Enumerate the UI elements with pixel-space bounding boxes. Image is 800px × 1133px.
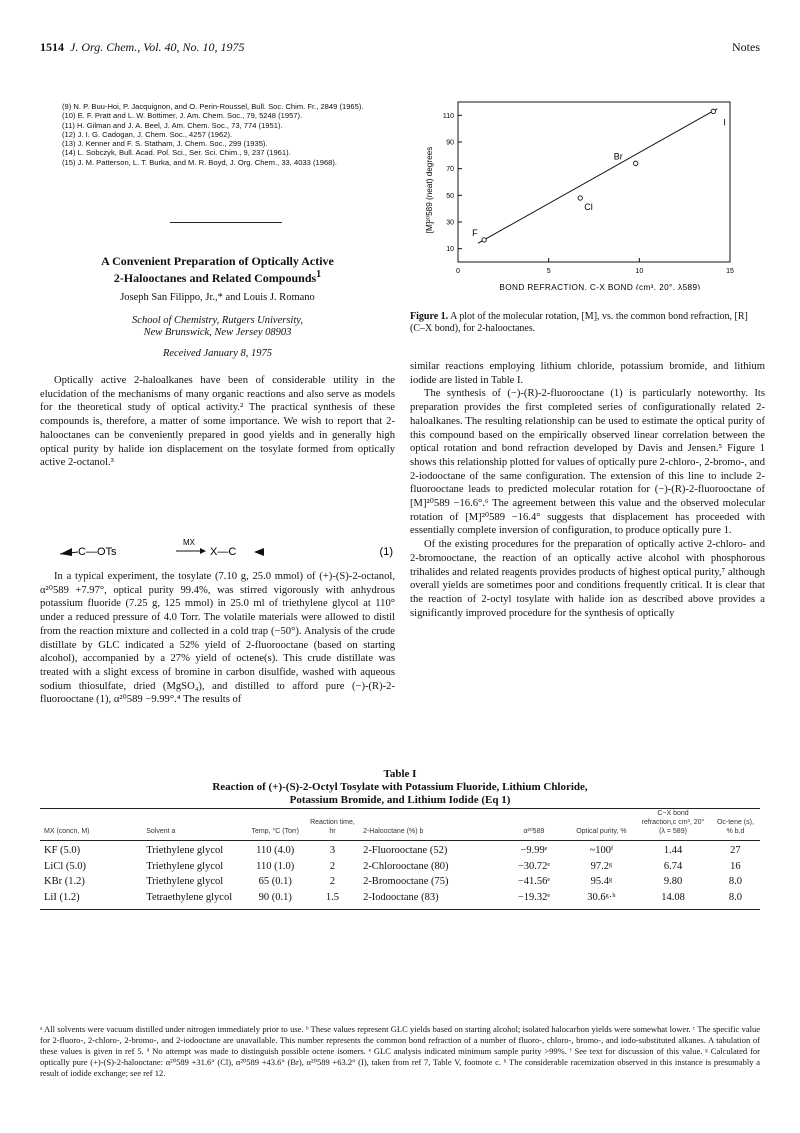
table-cell: 2-Fluorooctane (52) — [363, 845, 448, 856]
table-cell: −30.72ᵉ — [517, 860, 551, 872]
column-header: 2-Halooctane (%) b — [359, 809, 500, 841]
page-number: 1514 — [40, 40, 64, 54]
table-caption-line: Reaction of (+)-(S)-2-Octyl Tosylate with Potassium Fluoride, Lithium Chloride, — [212, 781, 588, 793]
title-footnote-mark: 1 — [316, 269, 322, 280]
x-tick-label: 0 — [456, 268, 460, 275]
column-header: C−X bond refraction,c cm³, 20° (λ = 589) — [635, 809, 711, 841]
article-authors: Joseph San Filippo, Jr.,* and Louis J. Romano — [120, 292, 315, 303]
y-tick-label: 10 — [446, 246, 454, 254]
journal-citation: J. Org. Chem., Vol. 40, No. 10, 1975 — [70, 40, 245, 54]
table-row — [40, 872, 760, 888]
table-cell: −9.99ᵉ — [520, 845, 548, 856]
equation-number: (1) — [379, 546, 393, 558]
column-header: α²⁰589 — [500, 809, 568, 841]
figure-1 — [410, 90, 760, 290]
data-point-label: I — [723, 117, 726, 128]
table-caption-line: Potassium Bromide, and Lithium Iodide (Eq 1) — [289, 794, 511, 806]
reference-item: (12) J. I. G. Cadogan, J. Chem. Soc., 4257 (1962). — [62, 129, 233, 139]
table-cell: 90 (0.1) — [245, 888, 306, 910]
y-tick-label: 90 — [446, 139, 454, 147]
figure-caption — [410, 311, 765, 335]
y-tick-label: 70 — [446, 166, 454, 174]
section-name: Notes — [732, 40, 760, 54]
reaction-arrowhead — [200, 548, 206, 554]
table-cell: KF (5.0) — [44, 845, 81, 856]
table-title — [40, 768, 760, 807]
table-row — [40, 857, 760, 873]
figure-caption-text: A plot of the molecular rotation, [M], vs. the common bond refraction, [R] (C–X bond), for 2-halooctanes. — [410, 311, 748, 334]
y-tick-label: 30 — [446, 219, 454, 227]
table-cell: 110 (1.0) — [256, 860, 295, 872]
table-cell: 2-Bromooctane (75) — [363, 876, 449, 887]
wedge-bond-right — [254, 548, 264, 556]
paragraph-intro: Optically active 2-haloalkanes have been of considerable utility in the elucidation of the mechanisms of many organic reactions and also serve as models for the theoretical study of optical activity.² The practical synthesis of these compounds is, therefore, a matter of some importance. We wish to report that 2-halooctanes can be conveniently prepared in good yields and in generally high optical purity by halide ion displacement on the tosylate formed from optically active 2-octanol.³ — [40, 375, 395, 469]
table-cell: 95.4ᵍ — [590, 876, 613, 887]
affiliation-line1: School of Chemistry, Rutgers University, — [132, 315, 303, 326]
column-header: Oc-tene (s), % b,d — [711, 809, 760, 841]
table-1 — [40, 808, 760, 910]
table-cell: Triethylene glycol — [146, 845, 224, 856]
table-cell: −41.56ᵉ — [517, 876, 551, 887]
data-point-label: Cl — [584, 202, 593, 212]
table-cell: 2-Iodooctane (83) — [359, 888, 500, 910]
table-cell: 16 — [730, 860, 741, 872]
table-cell: 1.5 — [306, 888, 359, 910]
article-affiliation — [40, 315, 395, 339]
table-row — [40, 841, 760, 857]
x-tick-label: 15 — [726, 268, 734, 275]
received-date: Received January 8, 1975 — [162, 348, 273, 359]
table-cell: 8.0 — [728, 876, 742, 887]
x-axis-label: BOND REFRACTION, C-X BOND (cm³, 20°, λ589) — [499, 283, 701, 290]
article-title-line1: A Convenient Preparation of Optically Active — [101, 254, 334, 268]
table-cell: 110 (4.0) — [256, 845, 295, 856]
x-tick-label: 10 — [635, 268, 644, 275]
reaction-equation — [58, 534, 395, 562]
data-point — [578, 196, 582, 200]
reference-item: (9) N. P. Buu-Hoi, P. Jacquignon, and O. Perin-Roussel, Bull. Soc. Chim. Fr., 2849 (1965). — [62, 102, 364, 111]
table-cell: Tetraethylene glycol — [142, 888, 244, 910]
table-cell: 14.08 — [635, 888, 711, 910]
table-cell: 27 — [730, 845, 741, 856]
y-axis-label: [M]²⁰589 (neat) degrees — [425, 146, 434, 234]
reference-item: (13) J. Kenner and F. S. Statham, J. Chem. Soc., 299 (1935). — [62, 139, 268, 149]
y-tick-label: 110 — [442, 112, 454, 120]
column-header: Reaction time, hr — [306, 809, 359, 841]
reference-item: (11) H. Gilman and J. A. Beel, J. Am. Chem. Soc., 73, 774 (1951). — [62, 120, 283, 130]
table-cell: Triethylene glycol — [146, 860, 224, 872]
plot-frame — [458, 102, 730, 262]
table-cell: 8.0 — [711, 888, 760, 910]
wedge-bond-left — [60, 548, 72, 556]
table-cell: 97.2ᵍ — [590, 860, 613, 872]
table-cell: −19.32ᵉ — [500, 888, 568, 910]
paragraph-experiment: In a typical experiment, the tosylate (7.10 g, 25.0 mmol) of (+)-(S)-2-octanol, α²⁰589 +7.97°, optical purity 99.4%, was stirred vigorously with anhydrous potassium fluoride (7.25 g, 125 mmol) in 25.0 ml of triethylene glycol at 110° under a reduced pressure of 4.0 Torr. The volatile materials were allowed to distil from the reaction mixture and collected in a cold trap (−50°). Analysis of the crude distillate by GLC indicated a 52% yield of 2-fluorooctane (based on starting alcohol), accompanied by a 27% yield of octene(s). This crude distillate was treated with a slight excess of bromine in carbon disulfide, washed with aqueous sodium thiosulfate, dried (MgSO₄), and distilled to afford pure (−)-(R)-2-fluorooctane (1), α²⁰589 −9.99°.⁴ The results of — [40, 571, 395, 706]
table-cell: 1.44 — [663, 845, 683, 856]
table-cell: LiCl (5.0) — [44, 860, 86, 872]
regression-line — [478, 109, 717, 244]
data-point-label: Br — [613, 151, 623, 162]
table-label: Table I — [383, 768, 417, 780]
paragraph-procedures: Of the existing procedures for the preparation of optically active 2-chloro- and 2-bromooctane, the reaction of an optically active alcohol with phosphorous trihalides and related reagents provides products of highest optical purity,⁷ although overall yields are sometimes poor and conditions frequently critical. It is clear that the reaction of 2-octyl tosylate with halide ion as described above provides a significantly improved procedure for the synthesis of optically — [410, 539, 765, 619]
column-header: Temp, °C (Torr) — [245, 809, 306, 841]
data-point — [711, 109, 715, 113]
table-cell: ~100ᶠ — [589, 845, 614, 856]
table-cell: 65 (0.1) — [258, 876, 292, 887]
reference-item: (15) J. M. Patterson, L. T. Burka, and M. R. Boyd, J. Org. Chem., 33, 4033 (1968). — [62, 157, 338, 167]
table-cell: 2-Chlorooctane (80) — [363, 860, 449, 872]
affiliation-line2: New Brunswick, New Jersey 08903 — [143, 327, 292, 338]
paragraph-fluorooctane: The synthesis of (−)-(R)-2-fluorooctane (1) is particularly noteworthy. Its preparation provides the first completed series of configurationally related 2-haloalkanes. The resulting relationship can be used to estimate the optical purity of this compound based on the empirically observed linear correlation between the optical rotation and bond refraction developed by Davis and Jensen.⁵ Figure 1 shows this relationship plotted for values of optically pure 2-chloro-, 2-bromo-, and 2-iodooctane of the same configuration. The extension of this line to include 2-fluorooctane leads to predicted molecular rotation for (−)-(R)-2-fluorooctane of [M]²⁰589 −16.6°.⁶ The agreement between this value and the observed molecular rotation of [M]²⁰589 −16.4° suggests that displacement has proceeded with essentially complete inversion of configuration, to produce optically pure 1. — [410, 388, 765, 537]
column-header: MX (concn, M) — [40, 809, 142, 841]
right-column-text — [410, 360, 765, 620]
table-cell: 2 — [329, 876, 336, 887]
x-tick-label: 5 — [546, 268, 551, 275]
reference-item: (10) E. F. Pratt and L. W. Bottimer, J. Am. Chem. Soc., 79, 5248 (1957). — [62, 111, 303, 121]
table-cell: 3 — [329, 845, 336, 856]
y-tick-label: 50 — [446, 192, 454, 200]
figure-caption-label: Figure 1. — [410, 311, 449, 322]
article-title-text: 2-Halooctanes and Related Compounds — [113, 271, 317, 285]
table-cell: Triethylene glycol — [146, 876, 224, 887]
table-cell: 30.6ᵍ·ʰ — [568, 888, 636, 910]
running-header — [40, 40, 760, 60]
data-point-label: F — [472, 227, 478, 238]
table-footnotes: ᵃ All solvents were vacuum distilled under nitrogen immediately prior to use. ᵇ These values represent GLC yields based on starting alcohol; isolated halocarbon yields were somewhat lower. ᶜ The specific value for 2-fluoro-, 2-chloro-, 2-bromo-, and 2-iodooctane are unavailable. This number represents the common bond refraction of a number of fluoro-, chloro-, bromo-, and iodo-substituted alkanes. A tabulation of these values is given in ref 5. ᵈ No attempt was made to distinguish possible octene isomers. ᵉ GLC analysis indicated minimum sample purity >99%. ᶠ See text for discussion of this value. ᵍ Calculated for optically pure (+)-(S)-2-halooctane: α²⁰589 +31.6° (Cl), α²⁰589 +43.6° (Br), α²⁰589 +63.2° (I), taken from ref 7, Table V, footnote c. ʰ The considerable racemization observed in this instance is presumably a result of iodide exchange; see ref 12. — [40, 1024, 760, 1078]
table-row — [40, 888, 760, 910]
table-cell: 9.80 — [663, 876, 683, 887]
reference-list — [62, 102, 402, 167]
reference-item: (14) L. Sobczyk, Bull. Acad. Pol. Sci., Ser. Sci. Chim., 9, 237 (1961). — [62, 148, 291, 158]
table-cell: KBr (1.2) — [44, 876, 85, 887]
data-point — [634, 161, 638, 165]
running-header-text — [40, 40, 245, 55]
equation-left-text: C—OTs — [78, 546, 117, 558]
column-header: Solvent a — [142, 809, 244, 841]
equation-reagent: MX — [183, 538, 195, 547]
table-cell: LiI (1.2) — [40, 888, 142, 910]
article-title-line2 — [40, 268, 395, 285]
equation-right-text: X—C — [210, 546, 237, 558]
paragraph-continued: similar reactions employing lithium chloride, potassium bromide, and lithium iodide are listed in Table I. — [410, 361, 765, 386]
table-cell: 2 — [329, 860, 336, 872]
article-title — [40, 254, 395, 285]
column-header: Optical purity, % — [568, 809, 636, 841]
table-cell: 6.74 — [663, 860, 683, 872]
equation-graphic — [58, 534, 395, 562]
data-point — [482, 238, 486, 242]
chart-svg — [410, 90, 760, 290]
section-divider — [170, 222, 282, 223]
table-header-row — [40, 809, 760, 841]
